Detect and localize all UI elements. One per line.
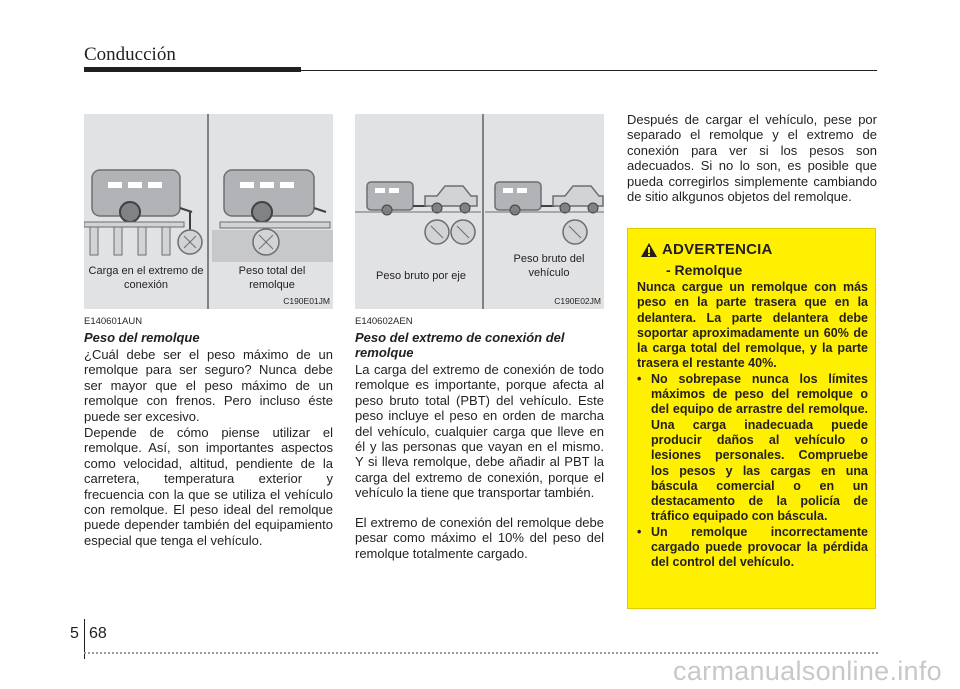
- figure-axle-weight: [355, 114, 604, 309]
- figure2-code: C190E02JM: [554, 296, 601, 306]
- page-number: 68: [89, 625, 107, 642]
- figure1-label-total: Peso total del remolque: [238, 265, 306, 291]
- figure2-label-vehicle: Peso bruto del vehículo: [513, 253, 585, 279]
- warning-subtitle: - Remolque: [666, 262, 743, 278]
- warning-title: ADVERTENCIA: [662, 241, 773, 258]
- col1-paragraph-1: ¿Cuál debe ser el peso máximo de un remolque para ser seguro? Nunca debe ser mayor que el peso máximo de un remolque con frenos. Pero incluso éste puede ser excesivo.: [84, 347, 333, 424]
- figure-trailer-weight: [84, 114, 333, 309]
- col1-paragraph-2: Depende de cómo piense utilizar el remolque. Así, son importantes aspectos como velocidad, altitud, pendiente de la carretera, temperatura exterior y frecuencia con la que se utiliza el vehículo con remolque. El peso ideal del remolque puede depender también del equipamiento especial que tenga el vehículo.: [84, 425, 333, 548]
- warning-bullet: • Un remolque incorrectamente cargado puede provocar la pérdida del control del vehículo.: [637, 525, 868, 571]
- col1-heading: Peso del remolque: [84, 330, 200, 345]
- warning-intro: Nunca cargue un remolque con más peso en la parte trasera que en la delantera. La parte delantera debe soportar aproximadamente un 60% de la carga total del remolque, y la parte trasera el restante 40%.: [637, 280, 868, 371]
- figure2-label-axle: Peso bruto por eje: [376, 270, 466, 282]
- col2-heading: Peso del extremo de conexión del remolque: [355, 330, 565, 360]
- footer-dotted-rule: [84, 652, 878, 654]
- warning-bullet: • No sobrepase nunca los límites máximos de peso del remolque o del equipo de arrastre del remolque. Una carga inadecuada puede producir daños al vehículo o lesiones personales. Compruebe los pesos y las cargas en una báscula comercial o en un destacamento de la policía de tráfico equipado con báscula.: [637, 372, 868, 525]
- header-bar: [84, 67, 301, 72]
- col3-paragraph-1: Después de cargar el vehículo, pese por separado el remolque y el extremo de conexión para ver si los pesos son adecuados. Si no lo son, es posible que pueda corregirlos simplemente cambiando de sitio alkgunos objetos del remolque.: [627, 112, 877, 205]
- warning-box: [627, 228, 876, 609]
- col2-section-code: E140602AEN: [355, 316, 413, 327]
- figure1-label-tongue: Carga en el extremo de conexión: [88, 265, 204, 291]
- col2-paragraph-1: La carga del extremo de conexión de todo remolque es importante, porque afecta al peso bruto total (PBT) del vehículo. Este peso incluye el peso en orden de marcha del vehículo, cualquier carga que lleve en él y las personas que vayan en el mismo. Y si lleva remolque, debe añadir al PBT la carga del extremo de conexión, porque el vehículo la tiene que transportar también.: [355, 362, 604, 501]
- warning-text: [637, 280, 868, 571]
- header-rule: [301, 70, 877, 71]
- warning-triangle-icon: [640, 242, 658, 258]
- warning-list: [637, 372, 868, 571]
- col1-section-code: E140601AUN: [84, 316, 143, 327]
- figure1-code: C190E01JM: [283, 296, 330, 306]
- section-number: 5: [70, 625, 79, 642]
- page-header-title: Conducción: [84, 44, 176, 65]
- col2-paragraph-2: El extremo de conexión del remolque debe pesar como máximo el 10% del peso del remolque totalmente cargado.: [355, 515, 604, 561]
- watermark: carmanualsonline.info: [673, 656, 942, 686]
